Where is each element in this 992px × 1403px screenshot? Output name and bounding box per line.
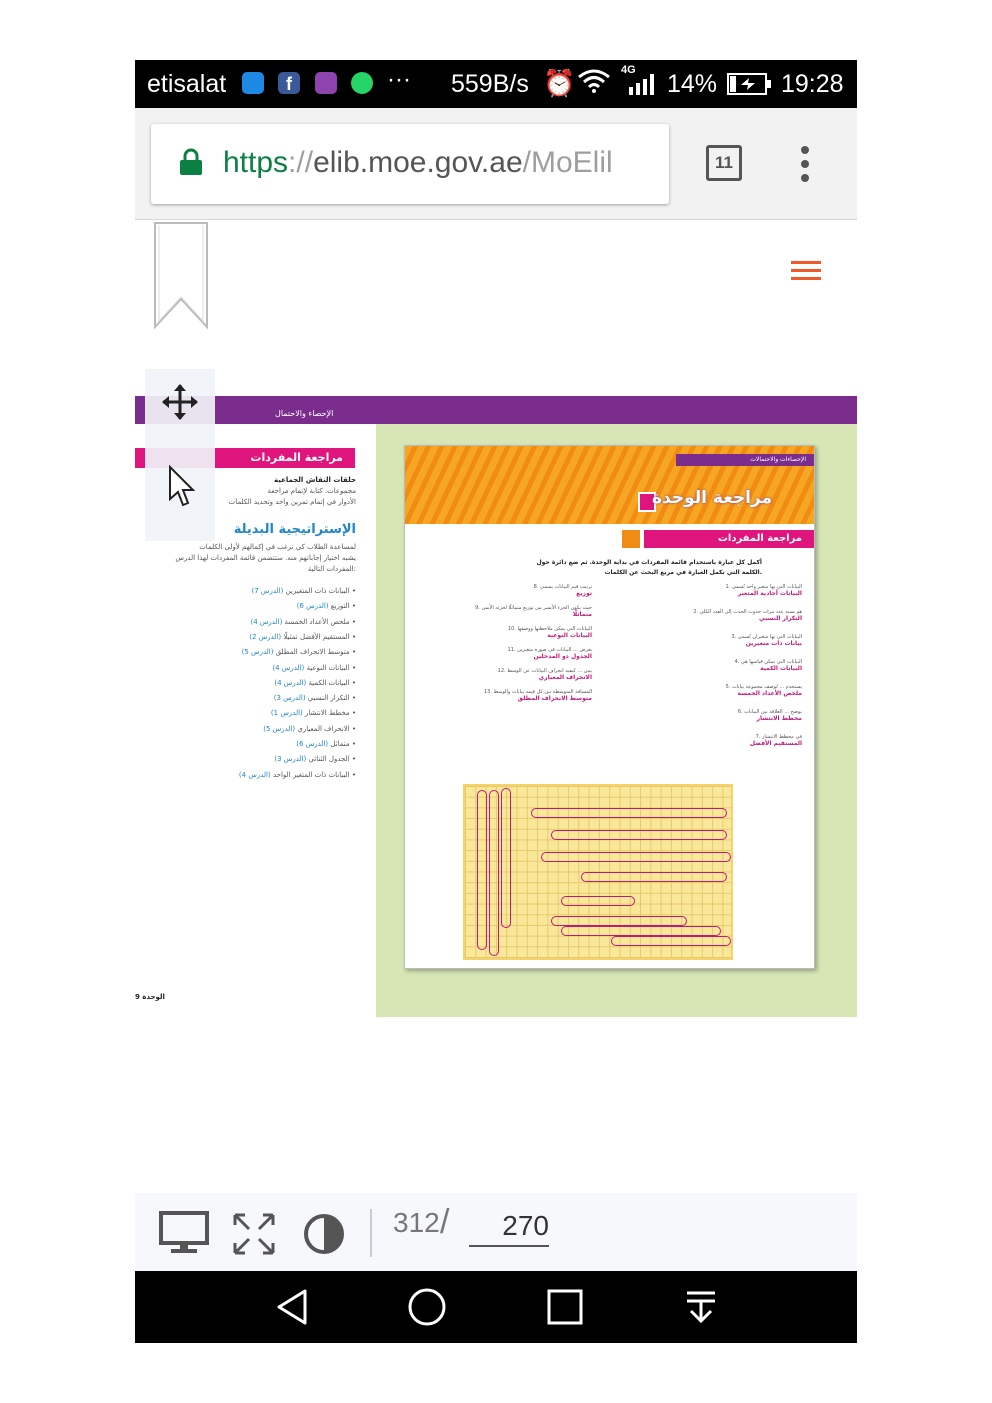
vocab-heading: مراجعة المفردات <box>135 448 355 468</box>
vocab-list-item: (الدرس 5) الانحراف المعياري • <box>263 724 356 733</box>
desktop-view-icon[interactable] <box>159 1211 209 1255</box>
lock-icon <box>179 148 203 176</box>
bookmark-icon[interactable] <box>151 221 211 331</box>
question-number: 5 <box>725 684 729 690</box>
vocab-lesson-ref: (الدرس 4) <box>272 663 305 672</box>
question-number: 13 <box>483 689 491 695</box>
total-pages: 312 <box>393 1207 440 1238</box>
toolbar-separator <box>370 1209 372 1257</box>
vocab-lesson-ref: (الدرس 3) <box>274 755 307 764</box>
viewer-toolbar <box>135 1193 857 1271</box>
vocab-lesson-ref: (الدرس 3) <box>273 694 306 703</box>
browser-toolbar <box>135 108 857 220</box>
vocab-list-item: (الدرس 3) الجدول الثنائي • <box>274 755 356 764</box>
question-body: يوضح ... العلاقة بين البيانات <box>744 709 802 715</box>
question-item <box>738 709 802 722</box>
question-text: البيانات التي بها متغير واحد تُسمى .1 <box>725 584 802 590</box>
question-item <box>484 689 592 702</box>
question-text: حيث يكون الجزء الأيسر من توزيع متماثلًا لجزئه الأيمن .9 <box>475 605 592 611</box>
unit-label: الوحدة 9 <box>135 993 165 1001</box>
vocab-review-heading <box>644 530 814 548</box>
pointer-cursor-icon[interactable] <box>167 465 195 509</box>
question-item <box>725 584 802 597</box>
question-item <box>508 647 592 660</box>
url-separator: :// <box>288 146 314 179</box>
alarm-icon: ⏰ <box>543 68 576 98</box>
vocab-lesson-ref: (الدرس 2) <box>249 632 282 641</box>
question-body: هو نسبة عدد مرات حدوث الحدث إلى العدد الكلي <box>699 609 802 615</box>
vocab-lesson-ref: (الدرس 6) <box>296 740 329 748</box>
vocab-term: البيانات ذات المتغير الواحد <box>272 770 350 779</box>
strategy-title: الإستراتيجية البديلة <box>233 522 356 537</box>
question-number: 7 <box>755 734 759 740</box>
carrier-name: etisalat <box>147 70 227 98</box>
vocab-term: الجدول الثنائي <box>308 755 350 764</box>
vocab-term: البيانات النوعية <box>306 663 350 672</box>
question-body: يعرض ... البيانات في صورة متغيرين <box>517 647 592 653</box>
word-search-grid <box>463 784 733 960</box>
vocab-term: متماثل <box>330 740 350 748</box>
word-highlight <box>501 788 511 928</box>
status-bar <box>135 60 857 108</box>
vocab-term: البيانات ذات المتغيرين <box>285 587 350 595</box>
instructions: أكمل كل عبارة باستخدام قائمة المفردات في بداية الوحدة. ثم ضع دائرة حول الكلمة التي تكمل العبارة في مربع البحث عن الكلمات. <box>536 559 762 576</box>
recent-apps-icon[interactable] <box>545 1287 585 1327</box>
question-text: هو نسبة عدد مرات حدوث الحدث إلى العدد الكلي .2 <box>693 609 802 615</box>
question-number: 10 <box>507 626 515 632</box>
battery-charging-icon <box>727 73 773 95</box>
vocab-lesson-ref: (الدرس 4) <box>274 678 307 687</box>
vocab-term: ملخص الأعداد الخمسة <box>284 617 350 626</box>
word-highlight <box>551 916 687 926</box>
question-item <box>726 684 802 697</box>
vocab-list-item: (الدرس 1) مخطط الانتشار • <box>270 709 356 718</box>
question-item <box>750 734 802 747</box>
question-answer: مخطط الانتشار <box>756 715 802 722</box>
question-item <box>735 659 803 672</box>
question-body: المسافة المتوسطة بين كل قيمة بيانات والوسط <box>493 689 592 695</box>
url-host: elib.moe.gov.ae <box>313 146 523 179</box>
question-number: 4 <box>734 659 738 665</box>
group-activity-text-2: الأدوار في إتمام تمرين واحد وتحديد الكلمات <box>228 498 356 506</box>
page-header-title: الإحصاء والاحتمال <box>275 409 334 418</box>
whatsapp-icon <box>351 72 373 94</box>
word-highlight <box>561 896 635 906</box>
question-body: في مخطط الانتشار <box>761 734 802 740</box>
question-text: يستخدم ... لوصف مجموعة بيانات .5 <box>725 684 802 690</box>
vocab-icon <box>622 530 640 548</box>
question-body: البيانات التي يمكن قياسها هي <box>740 659 802 665</box>
word-highlight <box>581 872 727 882</box>
question-number: 11 <box>507 647 514 653</box>
url-fade <box>619 124 669 204</box>
strategy-text-3: المفردات التالية: <box>307 565 356 573</box>
vocab-list-item: (الدرس 6) التوزيع • <box>296 602 356 611</box>
question-item <box>534 584 592 597</box>
url-path: /MoElil <box>522 146 613 179</box>
ebook-viewer <box>135 221 857 1193</box>
url-scheme: https <box>223 146 289 179</box>
question-text: يوضح ... العلاقة بين البيانات .6 <box>737 709 802 715</box>
question-number: 8 <box>533 584 537 590</box>
question-number: 12 <box>497 668 505 674</box>
vocab-term: مخطط الانتشار <box>305 709 350 718</box>
battery-percentage: 14% <box>667 70 718 98</box>
vocab-term: المستقيم الأفضل تمثيلًا <box>283 632 350 641</box>
question-number: 2 <box>693 609 697 615</box>
vocab-lesson-ref: (الدرس 6) <box>296 602 329 611</box>
question-text: يعرض ... البيانات في صورة متغيرين .11 <box>507 647 592 653</box>
page-header-band-right <box>376 396 857 424</box>
question-text: البيانات التي يمكن قياسها هي .4 <box>734 659 802 665</box>
question-answer: الجدول ذو المدخلين <box>533 653 592 660</box>
word-highlight <box>489 790 499 956</box>
vocab-lesson-ref: (الدرس 4) <box>250 617 283 626</box>
question-answer: توزيع <box>576 590 592 597</box>
question-body: حيث يكون الجزء الأيسر من توزيع متماثلًا لجزئه الأيمن <box>481 605 592 611</box>
vocab-list-item: (الدرس 2) المستقيم الأفضل تمثيلًا • <box>249 632 356 641</box>
question-answer: الانحراف المعياري <box>538 674 592 681</box>
vocab-lesson-ref: (الدرس 5) <box>263 724 296 733</box>
question-text: في مخطط الانتشار .7 <box>755 734 802 740</box>
unit-topline: الإحصاءات والاحتمالات <box>676 454 815 466</box>
vocab-list-item: (الدرس 4) البيانات النوعية • <box>272 663 356 672</box>
home-icon[interactable] <box>407 1287 447 1327</box>
vocab-term: متوسط الانحراف المطلق <box>275 648 350 657</box>
word-highlight <box>551 830 727 840</box>
tab-switcher-button[interactable]: 11 <box>706 145 742 181</box>
signal-icon <box>627 73 661 95</box>
question-body: يستخدم ... لوصف مجموعة بيانات <box>731 684 802 690</box>
question-text: ترتيب قيم البيانات يسمى .8 <box>533 584 592 590</box>
contrast-icon[interactable] <box>303 1213 345 1255</box>
move-icon[interactable] <box>161 383 199 421</box>
word-highlight <box>541 852 731 862</box>
question-item <box>475 605 592 618</box>
question-text: البيانات التي بها متغيران تُسمى .3 <box>731 634 802 640</box>
fullscreen-icon[interactable] <box>233 1213 275 1255</box>
more-notifications-icon: ··· <box>387 66 411 93</box>
phone-screen <box>135 60 857 1343</box>
word-highlight <box>477 790 487 950</box>
question-body: البيانات التي بها متغيران تُسمى <box>737 634 802 640</box>
question-answer: البيانات أحادية المتغير <box>737 590 802 597</box>
gallery-icon <box>315 72 337 94</box>
android-navigation-bar <box>135 1271 857 1343</box>
question-text: المسافة المتوسطة بين كل قيمة بيانات والوسط .13 <box>483 689 592 695</box>
page-number-input[interactable] <box>469 1207 549 1247</box>
word-highlight <box>531 808 727 818</box>
question-body: البيانات التي بها متغير واحد تُسمى <box>731 584 802 590</box>
network-speed: 559B/s <box>451 70 529 98</box>
worksheet <box>404 445 815 969</box>
vocab-list-item: (الدرس 6) متماثل • <box>296 740 356 748</box>
vocab-list-item: (الدرس 7) البيانات ذات المتغيرين • <box>251 587 356 595</box>
question-answer: بيانات ذات متغيرين <box>745 640 802 647</box>
question-answer: البيانات النوعية <box>547 632 592 639</box>
page-separator: / <box>440 1203 450 1241</box>
network-type: 4G <box>621 64 636 76</box>
question-text: البيانات التي يمكن ملاحظتها ووصفها .10 <box>507 626 592 632</box>
question-answer: ملخص الأعداد الخمسة <box>737 690 802 697</box>
vocab-lesson-ref: (الدرس 7) <box>251 587 284 595</box>
facebook-icon: f <box>278 72 300 94</box>
vocab-review-heading-text: مراجعة المفردات <box>717 533 802 544</box>
word-highlight <box>611 936 731 946</box>
question-answer: البيانات الكمية <box>760 665 802 672</box>
question-answer: المستقيم الأفضل <box>749 740 802 747</box>
question-item <box>508 626 592 639</box>
vocab-lesson-ref: (الدرس 1) <box>270 709 303 718</box>
pan-tool-panel[interactable] <box>145 369 215 541</box>
clock: 19:28 <box>781 70 844 98</box>
question-body: ترتيب قيم البيانات يسمى <box>540 584 592 590</box>
group-activity-title: حلقات النقاش الجماعية <box>274 476 356 484</box>
vocab-term: البيانات الكمية <box>308 678 350 687</box>
question-answer: التكرار النسبي <box>759 615 802 622</box>
unit-title: مراجعة الوحدة <box>652 488 772 508</box>
vocab-term: التوزيع <box>330 602 350 611</box>
vocab-term: التكرار النسبي <box>307 694 350 703</box>
question-body: البيانات التي يمكن ملاحظتها ووصفها <box>517 626 592 632</box>
book-page-right <box>376 396 857 1017</box>
question-item <box>498 668 592 681</box>
wifi-icon <box>577 69 611 93</box>
vocab-lesson-ref: (الدرس 5) <box>241 648 274 657</box>
question-text: يبين ... كيفية انحراف البيانات عن الوسط .12 <box>497 668 592 674</box>
vocab-term: الانحراف المعياري <box>297 724 350 733</box>
vocab-list-item: (الدرس 5) متوسط الانحراف المطلق • <box>241 648 356 657</box>
unit-banner <box>405 446 815 524</box>
url-text <box>223 146 613 180</box>
question-answer: متماثلًا <box>572 611 592 618</box>
messenger-icon <box>242 72 264 94</box>
question-item <box>693 609 802 622</box>
question-answer: متوسط الانحراف المطلق <box>517 695 592 702</box>
strategy-text-1: لمساعدة الطلاب كي ترغب في إكمالهم لأولى الكلمات <box>199 543 356 551</box>
question-body: يبين ... كيفية انحراف البيانات عن الوسط <box>507 668 592 674</box>
question-number: 9 <box>475 605 479 611</box>
vocab-list-item: (الدرس 4) البيانات ذات المتغير الواحد • <box>238 770 356 779</box>
group-activity-text-1: مجموعات. كتابة لإتمام مراجعة <box>267 487 356 495</box>
vocab-lesson-ref: (الدرس 4) <box>238 770 271 779</box>
strategy-text-2: يشبه اختيار إجاباتهم منه. ستتضمن قائمة المفردات لهذا الدرس <box>175 554 356 562</box>
notification-pull-icon[interactable] <box>681 1287 721 1327</box>
question-number: 3 <box>731 634 735 640</box>
word-highlight <box>561 926 721 936</box>
vocab-list-item: (الدرس 4) البيانات الكمية • <box>274 678 356 687</box>
address-bar[interactable] <box>151 124 669 204</box>
vocab-list-item: (الدرس 3) التكرار النسبي • <box>273 694 356 703</box>
question-number: 6 <box>737 709 742 715</box>
question-number: 1 <box>725 584 729 590</box>
back-icon[interactable] <box>273 1287 313 1327</box>
overflow-menu-button[interactable] <box>801 146 811 186</box>
hamburger-menu-icon[interactable] <box>791 261 821 281</box>
vocab-list-item: (الدرس 4) ملخص الأعداد الخمسة • <box>250 617 356 626</box>
question-item <box>732 634 802 647</box>
